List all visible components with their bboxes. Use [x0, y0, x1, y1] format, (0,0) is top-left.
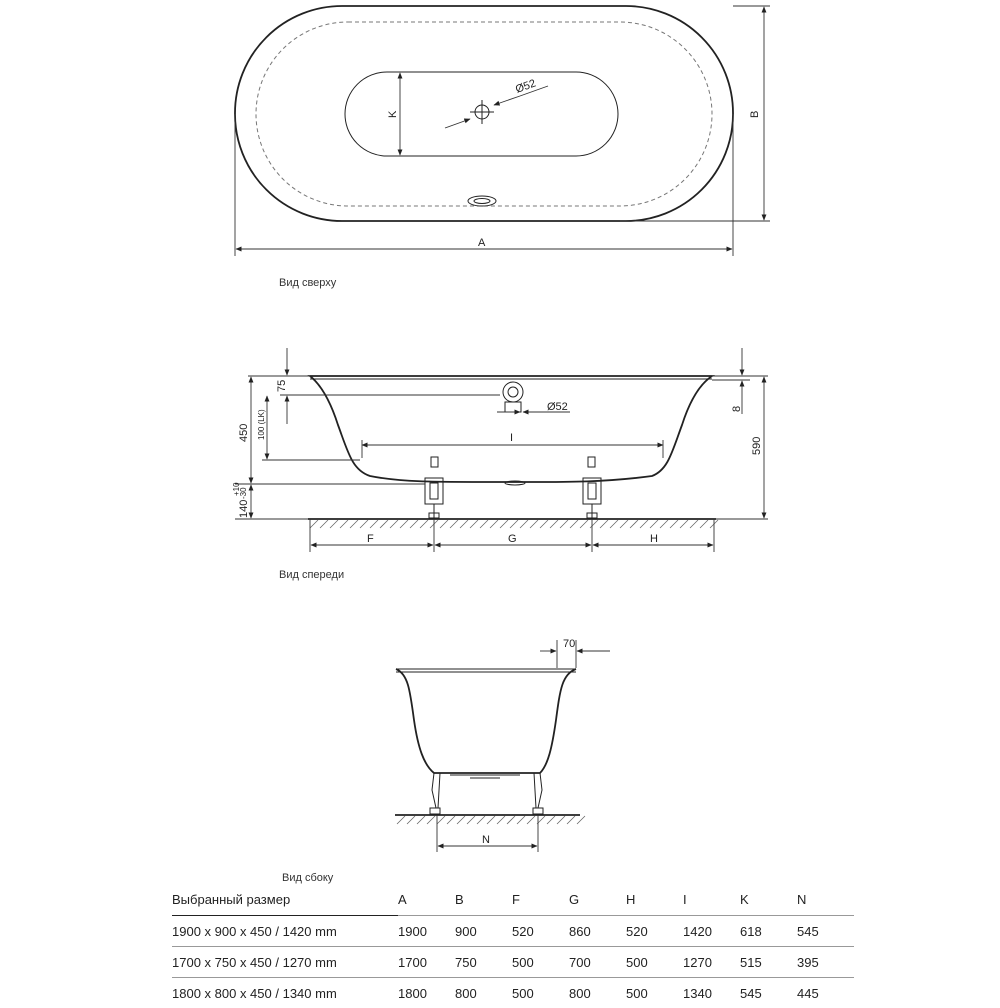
table-cell: 900 [455, 916, 512, 947]
label-590: 590 [751, 437, 763, 455]
tub-inner-dashed [256, 22, 712, 206]
label-75: 75 [276, 380, 288, 392]
floor-hatch-line [487, 816, 495, 824]
floor-hatch-line [670, 520, 678, 528]
floor-hatch-line [700, 520, 708, 528]
floor-hatch-line [500, 520, 508, 528]
floor-hatch-line [380, 520, 388, 528]
table-header: Выбранный размер [172, 886, 398, 916]
label-100: 100 (LK) [257, 409, 266, 440]
table-cell: 1800 [398, 978, 455, 1008]
top-view [235, 6, 770, 256]
table-row [172, 978, 854, 1008]
table-cell: 515 [740, 947, 797, 978]
table-cell: 395 [797, 947, 854, 978]
label-8: 8 [731, 406, 743, 412]
table-row [172, 916, 854, 947]
floor-hatch-line [610, 520, 618, 528]
table-cell: 545 [740, 978, 797, 1008]
floor-hatch-line [410, 520, 418, 528]
table-cell: 500 [626, 947, 683, 978]
table-cell: 1800 x 800 x 450 / 1340 mm [172, 978, 398, 1008]
floor-hatch-line [527, 816, 535, 824]
floor-hatch-line [490, 520, 498, 528]
label-450: 450 [238, 424, 250, 442]
table-header: H [626, 886, 683, 916]
floor-hatch-line [440, 520, 448, 528]
floor-hatch-line [340, 520, 348, 528]
floor-hatch-line [650, 520, 658, 528]
floor-hatch-line [690, 520, 698, 528]
table-cell: 1900 [398, 916, 455, 947]
floor-hatch-line [640, 520, 648, 528]
table-cell: 445 [797, 978, 854, 1008]
side-legs [430, 773, 543, 814]
table-cell: 1900 x 900 x 450 / 1420 mm [172, 916, 398, 947]
table-cell: 700 [569, 947, 626, 978]
floor-hatch-line [427, 816, 435, 824]
floor-hatch-side [397, 816, 585, 824]
floor-hatch-line [577, 816, 585, 824]
floor-hatch-line [497, 816, 505, 824]
front-view [232, 348, 768, 552]
table-header-row [172, 886, 854, 916]
floor-hatch-line [540, 520, 548, 528]
floor-hatch-line [660, 520, 668, 528]
floor-hatch-line [450, 520, 458, 528]
table-cell: 1700 x 750 x 450 / 1270 mm [172, 947, 398, 978]
floor-hatch-line [477, 816, 485, 824]
leg-left [425, 457, 443, 518]
table-cell: 750 [455, 947, 512, 978]
drain-leader-top [445, 119, 470, 128]
floor-hatch-line [417, 816, 425, 824]
floor-hatch-line [507, 816, 515, 824]
floor-hatch-line [590, 520, 598, 528]
floor-hatch-line [630, 520, 638, 528]
label-a: A [478, 237, 486, 249]
side-view [395, 638, 610, 852]
floor-hatch-line [320, 520, 328, 528]
floor-hatch-line [370, 520, 378, 528]
floor-hatch-line [600, 520, 608, 528]
label-140: 140 [238, 500, 250, 518]
table-header: G [569, 886, 626, 916]
label-k: K [387, 110, 399, 118]
caption-top-view: Вид сверху [279, 277, 336, 289]
caption-front-view: Вид спереди [279, 569, 344, 581]
floor-hatch-line [470, 520, 478, 528]
drain-diameter-top: Ø52 [514, 77, 538, 95]
floor-hatch-line [467, 816, 475, 824]
table-header: F [512, 886, 569, 916]
tub-profile-side [396, 669, 576, 773]
floor-hatch-line [567, 816, 575, 824]
label-i: I [510, 432, 513, 444]
table-row [172, 947, 854, 978]
floor-hatch-line [620, 520, 628, 528]
tub-profile-front [310, 376, 712, 482]
floor-hatch-line [547, 816, 555, 824]
drain-diameter-front: Ø52 [547, 401, 568, 413]
table-cell: 1700 [398, 947, 455, 978]
table-cell: 1270 [683, 947, 740, 978]
table-cell: 800 [569, 978, 626, 1008]
floor-hatch-line [310, 520, 318, 528]
overflow-top [468, 196, 496, 206]
caption-side-view: Вид сбоку [282, 872, 333, 884]
floor-hatch-line [350, 520, 358, 528]
leg-right [583, 457, 601, 518]
table-cell: 500 [512, 978, 569, 1008]
floor-hatch-line [580, 520, 588, 528]
floor-hatch-line [570, 520, 578, 528]
floor-hatch-line [400, 520, 408, 528]
table-cell: 1340 [683, 978, 740, 1008]
table-cell: 618 [740, 916, 797, 947]
table-cell: 520 [512, 916, 569, 947]
label-n: N [482, 834, 490, 846]
floor-hatch-line [517, 816, 525, 824]
floor-hatch-line [480, 520, 488, 528]
table-cell: 520 [626, 916, 683, 947]
table-cell: 1420 [683, 916, 740, 947]
label-b: B [749, 111, 761, 118]
label-h: H [650, 533, 658, 545]
floor-hatch-line [460, 520, 468, 528]
floor-hatch-line [437, 816, 445, 824]
table-cell: 800 [455, 978, 512, 1008]
table-header: K [740, 886, 797, 916]
floor-hatch-line [390, 520, 398, 528]
floor-hatch-line [560, 520, 568, 528]
floor-hatch-line [360, 520, 368, 528]
table-header: I [683, 886, 740, 916]
label-f: F [367, 533, 374, 545]
floor-hatch-line [557, 816, 565, 824]
floor-hatch-line [550, 520, 558, 528]
floor-hatch-line [447, 816, 455, 824]
dimensions-table [172, 886, 854, 1008]
table-header: B [455, 886, 512, 916]
floor-hatch-line [530, 520, 538, 528]
table-cell: 500 [626, 978, 683, 1008]
floor-hatch-line [510, 520, 518, 528]
floor-hatch-line [520, 520, 528, 528]
floor-hatch-line [407, 816, 415, 824]
label-70: 70 [563, 638, 575, 650]
table-header: A [398, 886, 455, 916]
floor-hatch-line [457, 816, 465, 824]
table-header: N [797, 886, 854, 916]
floor-hatch-line [680, 520, 688, 528]
floor-hatch-front [310, 520, 718, 528]
table-cell: 545 [797, 916, 854, 947]
floor-hatch-line [397, 816, 405, 824]
tub-outline-top [235, 6, 733, 221]
table-cell: 860 [569, 916, 626, 947]
overflow-front [503, 382, 523, 402]
floor-hatch-line [330, 520, 338, 528]
floor-hatch-line [420, 520, 428, 528]
table-cell: 500 [512, 947, 569, 978]
label-minus30: -30 [239, 487, 248, 499]
label-plus10: +10 [232, 482, 241, 496]
label-g: G [508, 533, 517, 545]
